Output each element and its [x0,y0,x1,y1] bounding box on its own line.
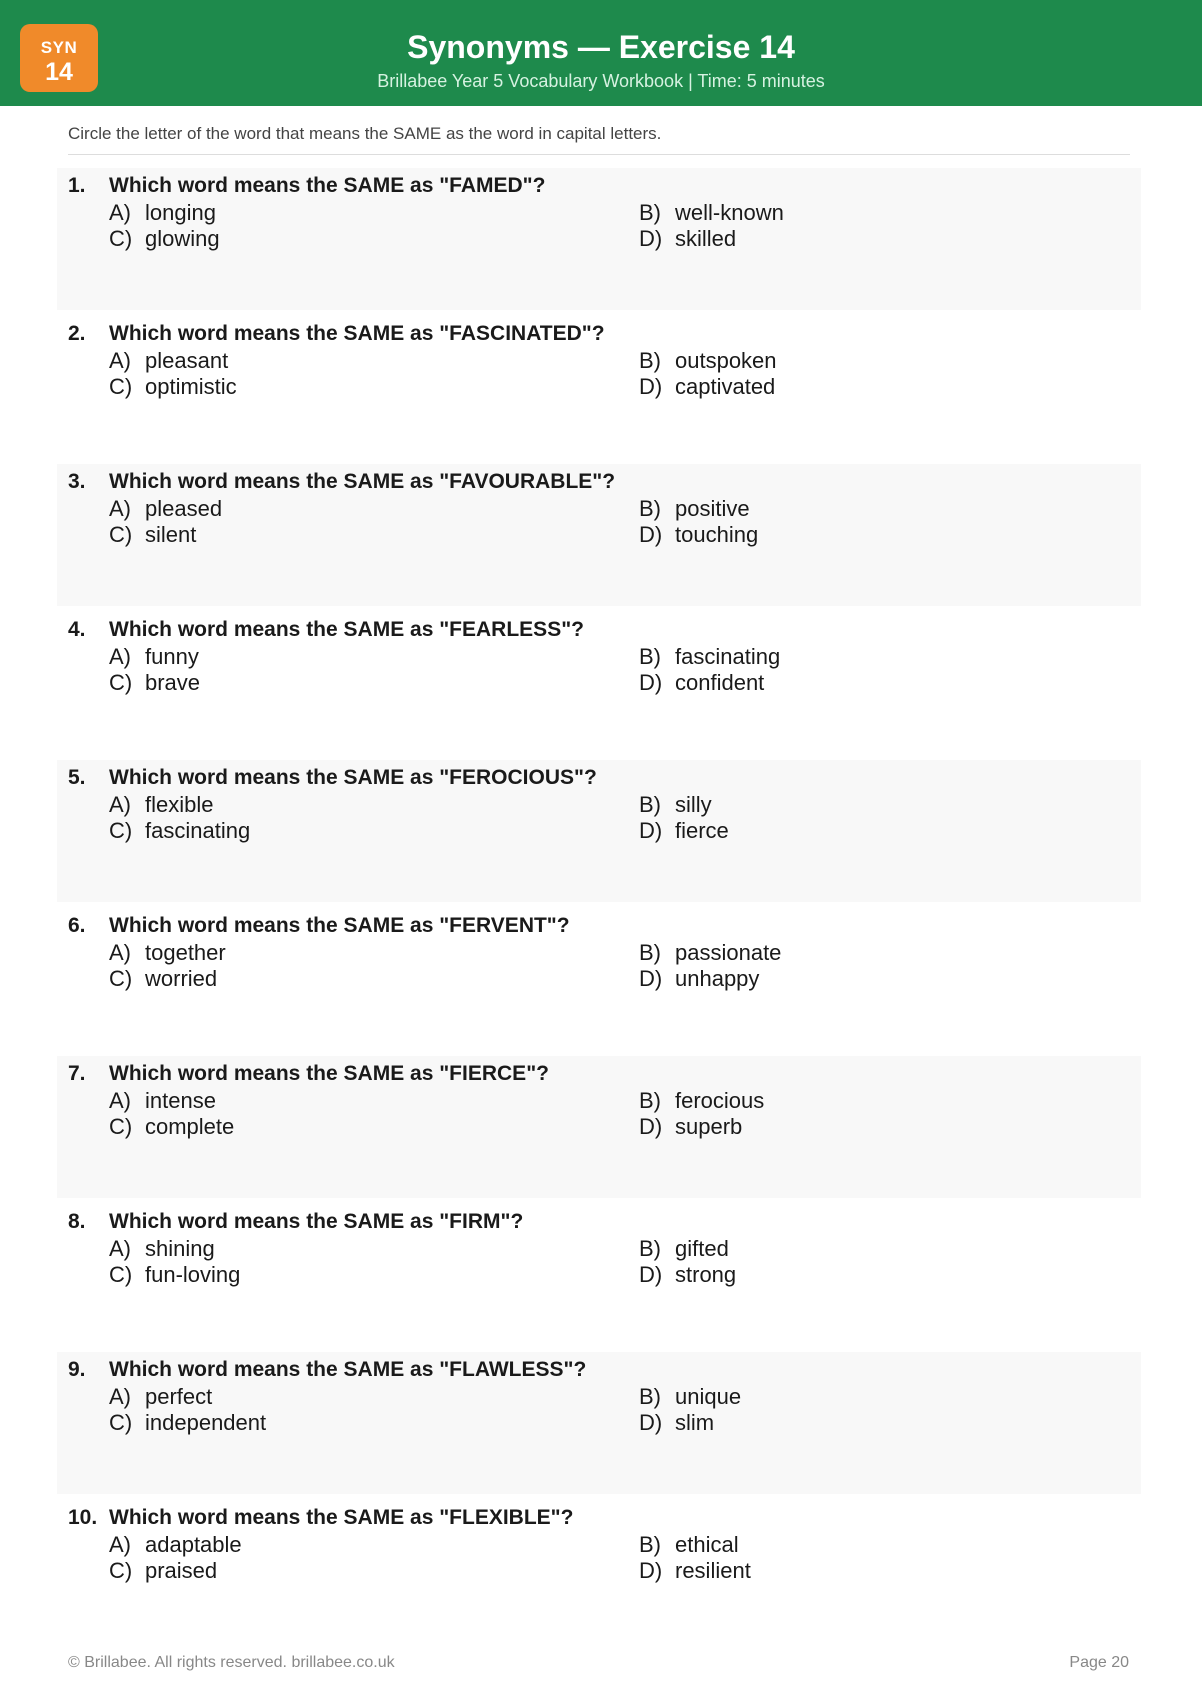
option-b[interactable] [639,348,777,374]
question-text: Which word means the SAME as "FLEXIBLE"? [109,1506,574,1529]
option-a[interactable] [109,348,228,374]
page-title: Synonyms — Exercise 14 [407,29,795,65]
option-letter: D) [639,374,663,399]
option-text: pleased [145,496,223,521]
question-5 [57,760,1141,902]
option-d[interactable] [639,1262,736,1288]
option-letter: B) [639,1088,661,1113]
option-text: funny [145,644,199,669]
option-letter: B) [639,348,661,373]
page-subtitle: Brillabee Year 5 Vocabulary Workbook | Time: 5 minutes [377,71,825,91]
option-a[interactable] [109,1384,212,1410]
option-letter: A) [109,940,131,965]
option-b[interactable] [639,1088,764,1114]
option-letter: D) [639,1262,663,1287]
option-b[interactable] [639,644,780,670]
option-text: brave [145,670,201,695]
option-text: independent [145,1410,267,1435]
option-c[interactable] [109,226,220,252]
option-text: fascinating [675,644,781,669]
option-text: glowing [145,226,220,251]
question-1 [57,168,1141,310]
option-c[interactable] [109,1558,217,1584]
question-text: Which word means the SAME as "FEARLESS"? [109,618,584,641]
option-a[interactable] [109,644,199,670]
question-number: 10. [68,1506,98,1529]
badge-code: SYN [40,38,78,57]
option-d[interactable] [639,1410,714,1436]
option-d[interactable] [639,374,775,400]
question-7 [57,1056,1141,1198]
option-text: captivated [675,374,776,399]
option-b[interactable] [639,1236,729,1262]
option-text: ferocious [675,1088,765,1113]
option-letter: C) [109,670,133,695]
question-number: 4. [68,618,86,641]
option-text: well-known [675,200,784,225]
option-c[interactable] [109,1262,240,1288]
option-letter: A) [109,200,131,225]
question-text: Which word means the SAME as "FERVENT"? [109,914,570,937]
option-d[interactable] [639,522,758,548]
question-3 [57,464,1141,606]
option-b[interactable] [639,940,781,966]
option-text: perfect [145,1384,213,1409]
option-c[interactable] [109,1410,266,1436]
option-letter: A) [109,1532,131,1557]
option-letter: A) [109,1384,131,1409]
option-text: optimistic [145,374,237,399]
option-c[interactable] [109,374,237,400]
footer-page-number: Page 20 [1069,1654,1129,1671]
option-letter: B) [639,940,661,965]
option-letter: D) [639,966,663,991]
option-b[interactable] [639,200,784,226]
option-letter: A) [109,644,131,669]
option-text: fierce [675,818,729,843]
question-2 [57,316,1141,458]
option-letter: C) [109,818,133,843]
option-letter: B) [639,1532,661,1557]
option-a[interactable] [109,496,222,522]
option-c[interactable] [109,522,196,548]
option-letter: A) [109,1236,131,1261]
option-text: together [145,940,226,965]
question-text: Which word means the SAME as "FAVOURABLE"? [109,470,616,493]
option-text: resilient [675,1558,751,1583]
instructions: Circle the letter of the word that means the SAME as the word in capital letters. [68,124,1130,155]
option-letter: C) [109,1262,133,1287]
question-6 [57,908,1141,1050]
option-letter: D) [639,226,663,251]
option-c[interactable] [109,670,200,696]
option-text: outspoken [675,348,777,373]
option-c[interactable] [109,966,217,992]
question-number: 8. [68,1210,86,1233]
option-text: flexible [145,792,214,817]
option-a[interactable] [109,940,226,966]
question-number: 6. [68,914,86,937]
option-text: unhappy [675,966,760,991]
option-text: complete [145,1114,235,1139]
option-d[interactable] [639,226,736,252]
option-letter: A) [109,1088,131,1113]
option-letter: A) [109,496,131,521]
question-number: 2. [68,322,86,345]
option-text: strong [675,1262,737,1287]
option-a[interactable] [109,792,213,818]
option-text: confident [675,670,765,695]
option-text: gifted [675,1236,729,1261]
option-letter: A) [109,792,131,817]
option-letter: B) [639,792,661,817]
option-c[interactable] [109,818,250,844]
option-text: longing [145,200,216,225]
page-header [0,0,1202,106]
option-b[interactable] [639,1384,741,1410]
option-letter: C) [109,226,133,251]
option-a[interactable] [109,1236,215,1262]
question-list [57,168,1141,1648]
option-letter: C) [109,374,133,399]
option-d[interactable] [639,670,764,696]
question-text: Which word means the SAME as "FAMED"? [109,174,546,197]
option-letter: C) [109,522,133,547]
option-letter: D) [639,1410,663,1435]
option-text: adaptable [145,1532,242,1557]
option-letter: D) [639,522,663,547]
badge-number: 14 [45,58,73,86]
option-d[interactable] [639,818,729,844]
question-text: Which word means the SAME as "FLAWLESS"? [109,1358,587,1381]
option-text: touching [675,522,759,547]
question-text: Which word means the SAME as "FIERCE"? [109,1062,549,1085]
option-text: fun-loving [145,1262,241,1287]
option-b[interactable] [639,496,750,522]
option-text: superb [675,1114,743,1139]
question-number: 5. [68,766,86,789]
question-text: Which word means the SAME as "FEROCIOUS"? [109,766,597,789]
question-9 [57,1352,1141,1494]
option-d[interactable] [639,966,759,992]
question-number: 9. [68,1358,86,1381]
option-letter: C) [109,1410,133,1435]
option-text: unique [675,1384,742,1409]
question-4 [57,612,1141,754]
option-letter: D) [639,1558,663,1583]
option-letter: B) [639,496,661,521]
question-text: Which word means the SAME as "FASCINATED"? [109,322,605,345]
option-text: pleasant [145,348,229,373]
option-c[interactable] [109,1114,234,1140]
option-text: shining [145,1236,215,1261]
question-number: 1. [68,174,86,197]
footer-copyright: © Brillabee. All rights reserved. brillabee.co.uk [68,1654,395,1671]
option-text: silly [675,792,712,817]
option-text: slim [675,1410,715,1435]
option-letter: D) [639,670,663,695]
option-letter: D) [639,818,663,843]
option-text: ethical [675,1532,739,1557]
option-letter: B) [639,1384,661,1409]
option-letter: C) [109,1114,133,1139]
option-a[interactable] [109,1532,242,1558]
option-text: intense [145,1088,216,1113]
option-letter: C) [109,1558,133,1583]
option-text: positive [675,496,750,521]
option-letter: B) [639,644,661,669]
option-text: fascinating [145,818,251,843]
option-text: worried [145,966,218,991]
option-text: passionate [675,940,782,965]
question-10 [57,1500,1141,1642]
option-d[interactable] [639,1114,742,1140]
option-a[interactable] [109,200,216,226]
option-d[interactable] [639,1558,751,1584]
option-letter: B) [639,200,661,225]
question-text: Which word means the SAME as "FIRM"? [109,1210,524,1233]
question-number: 3. [68,470,86,493]
option-b[interactable] [639,1532,739,1558]
option-text: silent [145,522,197,547]
option-text: skilled [675,226,737,251]
option-a[interactable] [109,1088,216,1114]
option-letter: D) [639,1114,663,1139]
option-letter: A) [109,348,131,373]
option-b[interactable] [639,792,712,818]
question-8 [57,1204,1141,1346]
option-letter: C) [109,966,133,991]
option-text: praised [145,1558,218,1583]
option-letter: B) [639,1236,661,1261]
question-number: 7. [68,1062,86,1085]
